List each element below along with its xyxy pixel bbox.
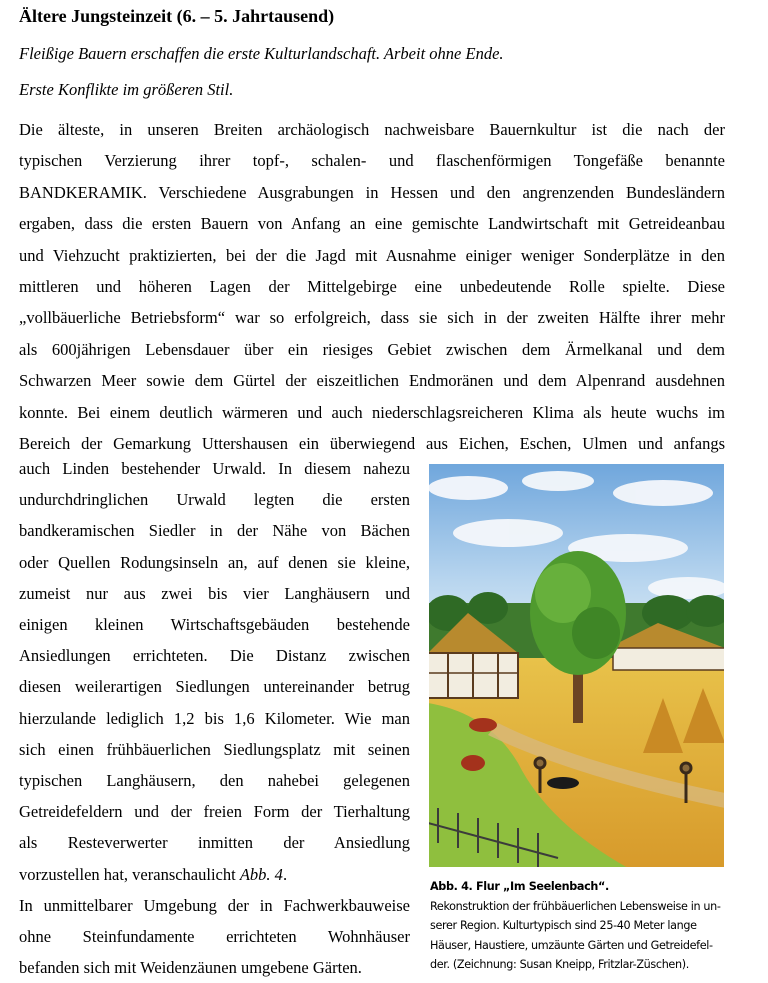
subtitle-2: Erste Konflikte im größeren Stil. <box>19 80 234 99</box>
body-line: ergaben, dass die ersten Bauern von Anfang an eine gemischte Landwirtschaft mit Getreideanbau <box>19 214 725 234</box>
body-text: . <box>282 864 288 884</box>
body-line-figure-reference <box>19 859 410 890</box>
body-line: als 600jährigen Lebensdauer über ein riesiges Gebiet zwischen dem Ärmelkanal und dem <box>19 339 725 359</box>
body-line: „vollbäuerliche Betriebsform“ war so erfolgreich, dass sie sich in der zweiten Hälfte ihrer mehr <box>19 308 725 328</box>
body-line: und Viehzucht praktizierten, bei der die Jagd mit Ausnahme einiger weniger Sonderplätze in den <box>19 245 725 265</box>
body-line: sich einen frühbäuerlichen Siedlungsplatz mit seinen <box>19 739 410 759</box>
caption-title: Abb. 4. Flur „Im Seelenbach“. <box>430 880 609 893</box>
body-line: befanden sich mit Weidenzäunen umgebene Gärten. <box>19 958 362 978</box>
subtitle-1: Fleißige Bauern erschaffen die erste Kulturlandschaft. Arbeit ohne Ende. <box>19 44 504 63</box>
body-line: undurchdringlichen Urwald legten die ersten <box>19 490 410 510</box>
body-text: vorzustellen hat, veranschaulicht <box>19 864 240 884</box>
body-line: auch Linden bestehender Urwald. In diesem nahezu <box>19 459 410 478</box>
body-line: BANDKERAMIK. Verschiedene Ausgrabungen in Hessen und den angrenzenden Bundesländern <box>19 182 725 202</box>
body-line: typischen Langhäusern, den nahebei gelegenen <box>19 771 410 791</box>
body-line: Getreidefeldern und der freien Form der Tierhaltung <box>19 802 410 822</box>
caption-line: der. (Zeichnung: Susan Kneipp, Fritzlar-Züschen). <box>430 958 689 972</box>
body-line: mittleren und höheren Lagen der Mittelgebirge eine unbedeutende Rolle spielte. Diese <box>19 277 725 297</box>
body-line: bandkeramischen Siedler in der Nähe von Bächen <box>19 521 410 541</box>
body-line: oder Quellen Rodungsinseln an, auf denen sie kleine, <box>19 552 410 572</box>
body-line: Die älteste, in unseren Breiten archäologisch nachweisbare Bauernkultur ist die nach der <box>19 120 725 139</box>
body-line: konnte. Bei einem deutlich wärmeren und auch niederschlagsreicheren Klima als heute wuchs im <box>19 402 725 422</box>
body-line: einigen kleinen Wirtschaftsgebäuden bestehende <box>19 615 410 635</box>
body-line: Ansiedlungen errichteten. Die Distanz zwischen <box>19 646 410 666</box>
settlement-illustration <box>428 463 725 868</box>
body-line: als Resteverwerter inmitten der Ansiedlung <box>19 833 410 853</box>
caption-line: serer Region. Kulturtypisch sind 25-40 Meter lange <box>430 919 697 933</box>
figure-reference: Abb. 4 <box>239 864 283 884</box>
body-paragraph-full-width <box>19 114 725 459</box>
section-heading: Ältere Jungsteinzeit (6. – 5. Jahrtausend) <box>19 6 335 26</box>
body-line: typischen Verzierung ihrer topf-, schalen- und flaschenförmigen Tongefäße benannte <box>19 151 725 171</box>
body-line: hierzulande lediglich 1,2 bis 1,6 Kilometer. Wie man <box>19 708 410 728</box>
body-line: Bereich der Gemarkung Uttershausen ein überwiegend aus Eichen, Eschen, Ulmen und anfangs <box>19 434 725 454</box>
body-paragraph-column <box>19 453 410 983</box>
body-line: zumeist nur aus zwei bis vier Langhäusern und <box>19 583 410 603</box>
body-line: In unmittelbarer Umgebung der in Fachwerkbauweise <box>19 895 410 915</box>
caption-line: Häuser, Haustiere, umzäunte Gärten und Getreidefel- <box>430 938 713 952</box>
body-line: Schwarzen Meer sowie dem Gürtel der eiszeitlichen Endmoränen und dem Alpenrand ausdehnen <box>19 371 725 391</box>
caption-line: Rekonstruktion der frühbäuerlichen Lebensweise in un- <box>430 899 721 913</box>
body-line: diesen weilerartigen Siedlungen untereinander betrug <box>19 677 410 697</box>
body-line: ohne Steinfundamente errichteten Wohnhäuser <box>19 927 410 947</box>
figure-caption <box>430 877 730 975</box>
